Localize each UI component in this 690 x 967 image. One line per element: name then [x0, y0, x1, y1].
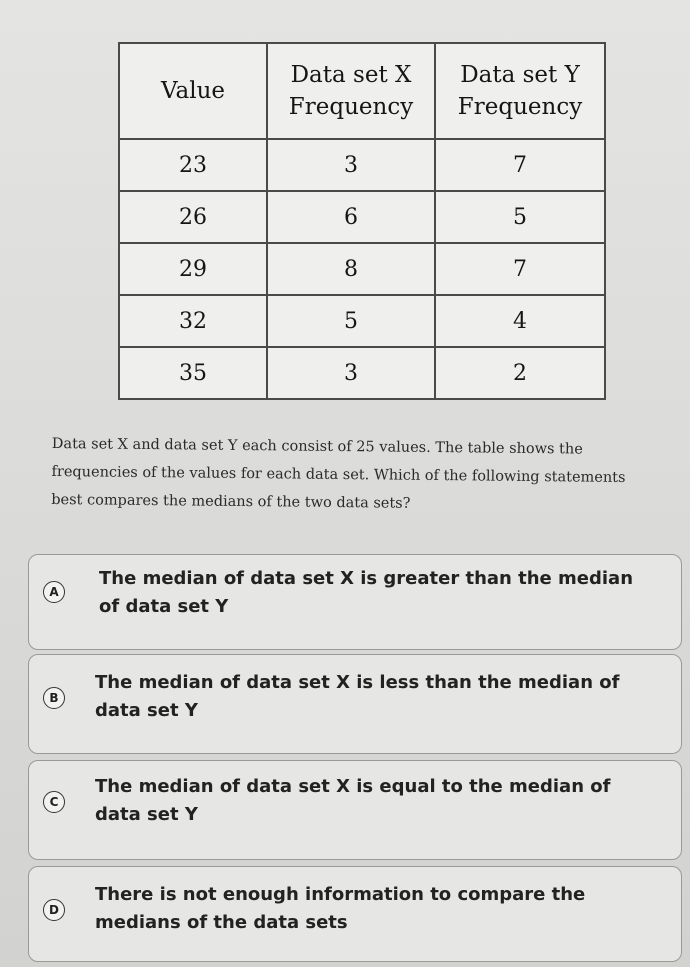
- option-a-text: The median of data set X is greater than the median of data set Y: [99, 568, 634, 617]
- cell-x-frequency: 3: [267, 139, 435, 191]
- table-row: [119, 191, 605, 243]
- header-x-line1: Data set X: [290, 62, 412, 88]
- answer-option-d[interactable]: [28, 866, 682, 962]
- option-letter-b-badge: B: [43, 687, 65, 709]
- cell-x-frequency: 3: [267, 347, 435, 399]
- cell-x-frequency: 5: [267, 295, 435, 347]
- cell-y-frequency: 4: [435, 295, 605, 347]
- header-y-line1: Data set Y: [460, 62, 580, 88]
- header-data-set-y: [435, 43, 605, 139]
- cell-value: 26: [119, 191, 267, 243]
- option-b-text: The median of data set X is less than the median of data set Y: [95, 672, 620, 721]
- answer-option-a[interactable]: [28, 554, 682, 650]
- header-value: Value: [119, 43, 267, 139]
- header-y-line2: Frequency: [457, 94, 583, 120]
- cell-value: 23: [119, 139, 267, 191]
- header-data-set-x: [267, 43, 435, 139]
- cell-value: 29: [119, 243, 267, 295]
- option-c-text: The median of data set X is equal to the median of data set Y: [95, 776, 611, 825]
- cell-y-frequency: 5: [435, 191, 605, 243]
- option-d-text: There is not enough information to compare the medians of the data sets: [95, 884, 586, 933]
- option-letter-c-badge: C: [43, 791, 65, 813]
- cell-y-frequency: 2: [435, 347, 605, 399]
- answer-option-b[interactable]: [28, 654, 682, 754]
- table-row: [119, 347, 605, 399]
- question-text: Data set X and data set Y each consist of 25 values. The table shows the frequencies of the values for each data set. Which of the following statements best compares the medians of the two data sets?: [51, 435, 626, 512]
- table-row: [119, 139, 605, 191]
- table-header-row: [119, 43, 605, 139]
- table-row: [119, 243, 605, 295]
- cell-value: 35: [119, 347, 267, 399]
- cell-y-frequency: 7: [435, 139, 605, 191]
- cell-y-frequency: 7: [435, 243, 605, 295]
- cell-x-frequency: 6: [267, 191, 435, 243]
- answer-option-c[interactable]: [28, 760, 682, 860]
- table-row: [119, 295, 605, 347]
- header-x-line2: Frequency: [288, 94, 414, 120]
- option-letter-d-badge: D: [43, 899, 65, 921]
- cell-value: 32: [119, 295, 267, 347]
- option-letter-a-badge: A: [43, 581, 65, 603]
- frequency-table: [118, 42, 606, 400]
- cell-x-frequency: 8: [267, 243, 435, 295]
